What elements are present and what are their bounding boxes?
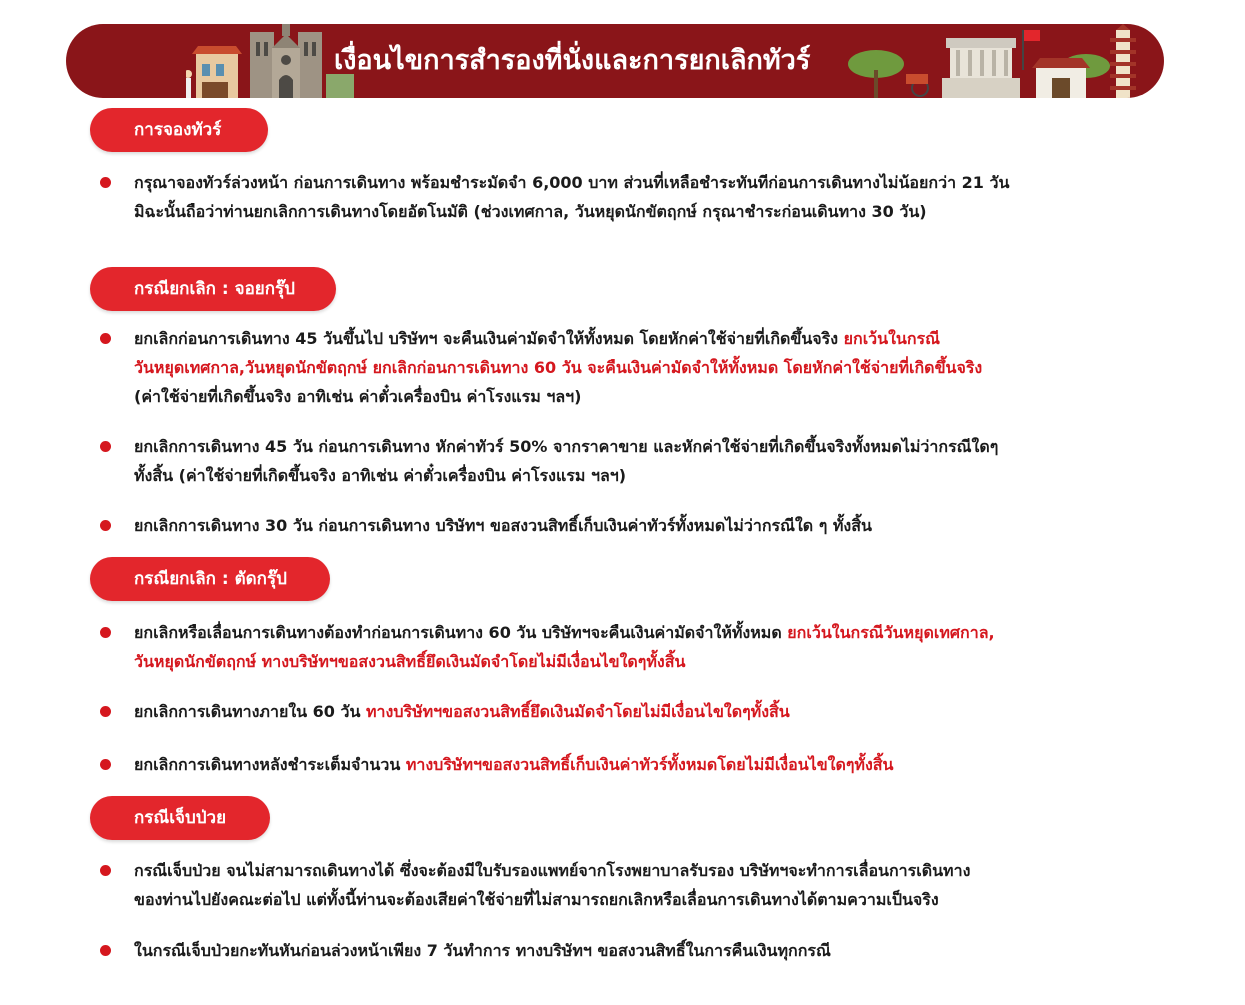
- item-text: ยกเลิกการเดินทางหลังชำระเต็มจำนวน: [134, 755, 406, 774]
- header-banner: [66, 24, 1164, 98]
- item-text: ยกเลิกการเดินทาง 45 วัน ก่อนการเดินทาง หักค่าทัวร์ 50% จากราคาขาย และหักค่าใช้จ่ายที่เกิดขึ้นจริงทั้งหมดไม่ว่ากรณีใดๆ: [134, 437, 999, 456]
- item-text: ยกเลิกการเดินทางภายใน 60 วัน: [134, 702, 366, 721]
- bullet-icon: [100, 177, 111, 188]
- item-text: (ค่าใช้จ่ายที่เกิดขึ้นจริง อาทิเช่น ค่าตั๋วเครื่องบิน ค่าโรงแรม ฯลฯ): [134, 387, 582, 406]
- bullet-icon: [100, 333, 111, 344]
- item-text-highlight: ยกเว้นในกรณี: [843, 329, 940, 348]
- bullet-icon: [100, 706, 111, 717]
- bullet-icon: [100, 441, 111, 452]
- item-text: ทั้งสิ้น (ค่าใช้จ่ายที่เกิดขึ้นจริง อาทิเช่น ค่าตั๋วเครื่องบิน ค่าโรงแรม ฯลฯ): [134, 466, 627, 485]
- section-title-illness: กรณีเจ็บป่วย: [90, 796, 270, 840]
- item-text-highlight: ยกเว้นในกรณีวันหยุดเทศกาล,: [787, 623, 995, 642]
- item-text-highlight: วันหยุดเทศกาล,วันหยุดนักขัตฤกษ์ ยกเลิกก่อนการเดินทาง 60 วัน จะคืนเงินค่ามัดจำให้ทั้งหมด โดยหักค่าใช้จ่ายที่เกิดขึ้นจริง: [134, 358, 983, 377]
- item-text: กรณีเจ็บป่วย จนไม่สามารถเดินทางได้ ซึ่งจะต้องมีใบรับรองแพทย์จากโรงพยาบาลรับรอง บริษัทฯจะทำการเลื่อนการเดินทาง: [134, 861, 971, 880]
- item-text: มิฉะนั้นถือว่าท่านยกเลิกการเดินทางโดยอัตโนมัติ (ช่วงเทศกาล, วันหยุดนักขัตฤกษ์ กรุณาชำระก่อนเดินทาง 30 วัน): [134, 202, 927, 221]
- bullet-icon: [100, 945, 111, 956]
- item-text-highlight: ทางบริษัทฯขอสงวนสิทธิ์ยึดเงินมัดจำโดยไม่มีเงื่อนไขใดๆทั้งสิ้น: [365, 702, 790, 721]
- item-text-highlight: ทางบริษัทฯขอสงวนสิทธิ์เก็บเงินค่าทัวร์ทั้งหมดโดยไม่มีเงื่อนไขใดๆทั้งสิ้น: [405, 755, 894, 774]
- hanoi-landmarks-illustration: [846, 24, 1156, 98]
- item-text: กรุณาจองทัวร์ล่วงหน้า ก่อนการเดินทาง พร้อมชำระมัดจำ 6,000 บาท ส่วนที่เหลือชำระทันทีก่อนการเดินทางไม่น้อยกว่า 21 วัน: [134, 173, 1010, 192]
- item-text: ยกเลิกหรือเลื่อนการเดินทางต้องทำก่อนการเดินทาง 60 วัน บริษัทฯจะคืนเงินค่ามัดจำให้ทั้งหมด: [134, 623, 788, 642]
- section-title-cancel-private: กรณียกเลิก : ตัดกรุ๊ป: [90, 557, 330, 601]
- item-text: ยกเลิกการเดินทาง 30 วัน ก่อนการเดินทาง บริษัทฯ ขอสงวนสิทธิ์เก็บเงินค่าทัวร์ทั้งหมดไม่ว่ากรณีใด ๆ ทั้งสิ้น: [134, 516, 872, 535]
- bullet-icon: [100, 520, 111, 531]
- bullet-icon: [100, 865, 111, 876]
- section-title-booking: การจองทัวร์: [90, 108, 268, 152]
- item-text: ยกเลิกก่อนการเดินทาง 45 วันขึ้นไป บริษัทฯ จะคืนเงินค่ามัดจำให้ทั้งหมด โดยหักค่าใช้จ่ายที่เกิดขึ้นจริง: [134, 329, 844, 348]
- item-text: ของท่านไปยังคณะต่อไป แต่ทั้งนี้ท่านจะต้องเสียค่าใช้จ่ายที่ไม่สามารถยกเลิกหรือเลื่อนการเดินทางได้ตามความเป็นจริง: [134, 890, 939, 909]
- bullet-icon: [100, 627, 111, 638]
- item-text: ในกรณีเจ็บป่วยกะทันหันก่อนล่วงหน้าเพียง 7 วันทำการ ทางบริษัทฯ ขอสงวนสิทธิ์ในการคืนเงินทุกกรณี: [134, 941, 831, 960]
- section-title-cancel-join: กรณียกเลิก : จอยกรุ๊ป: [90, 267, 336, 311]
- bullet-icon: [100, 759, 111, 770]
- hanoi-cathedral-illustration: [186, 24, 356, 98]
- item-text-highlight: วันหยุดนักขัตฤกษ์ ทางบริษัทฯขอสงวนสิทธิ์ยึดเงินมัดจำโดยไม่มีเงื่อนไขใดๆทั้งสิ้น: [134, 652, 686, 671]
- banner-title: เงื่อนไขการสำรองที่นั่งและการยกเลิกทัวร์: [334, 45, 811, 76]
